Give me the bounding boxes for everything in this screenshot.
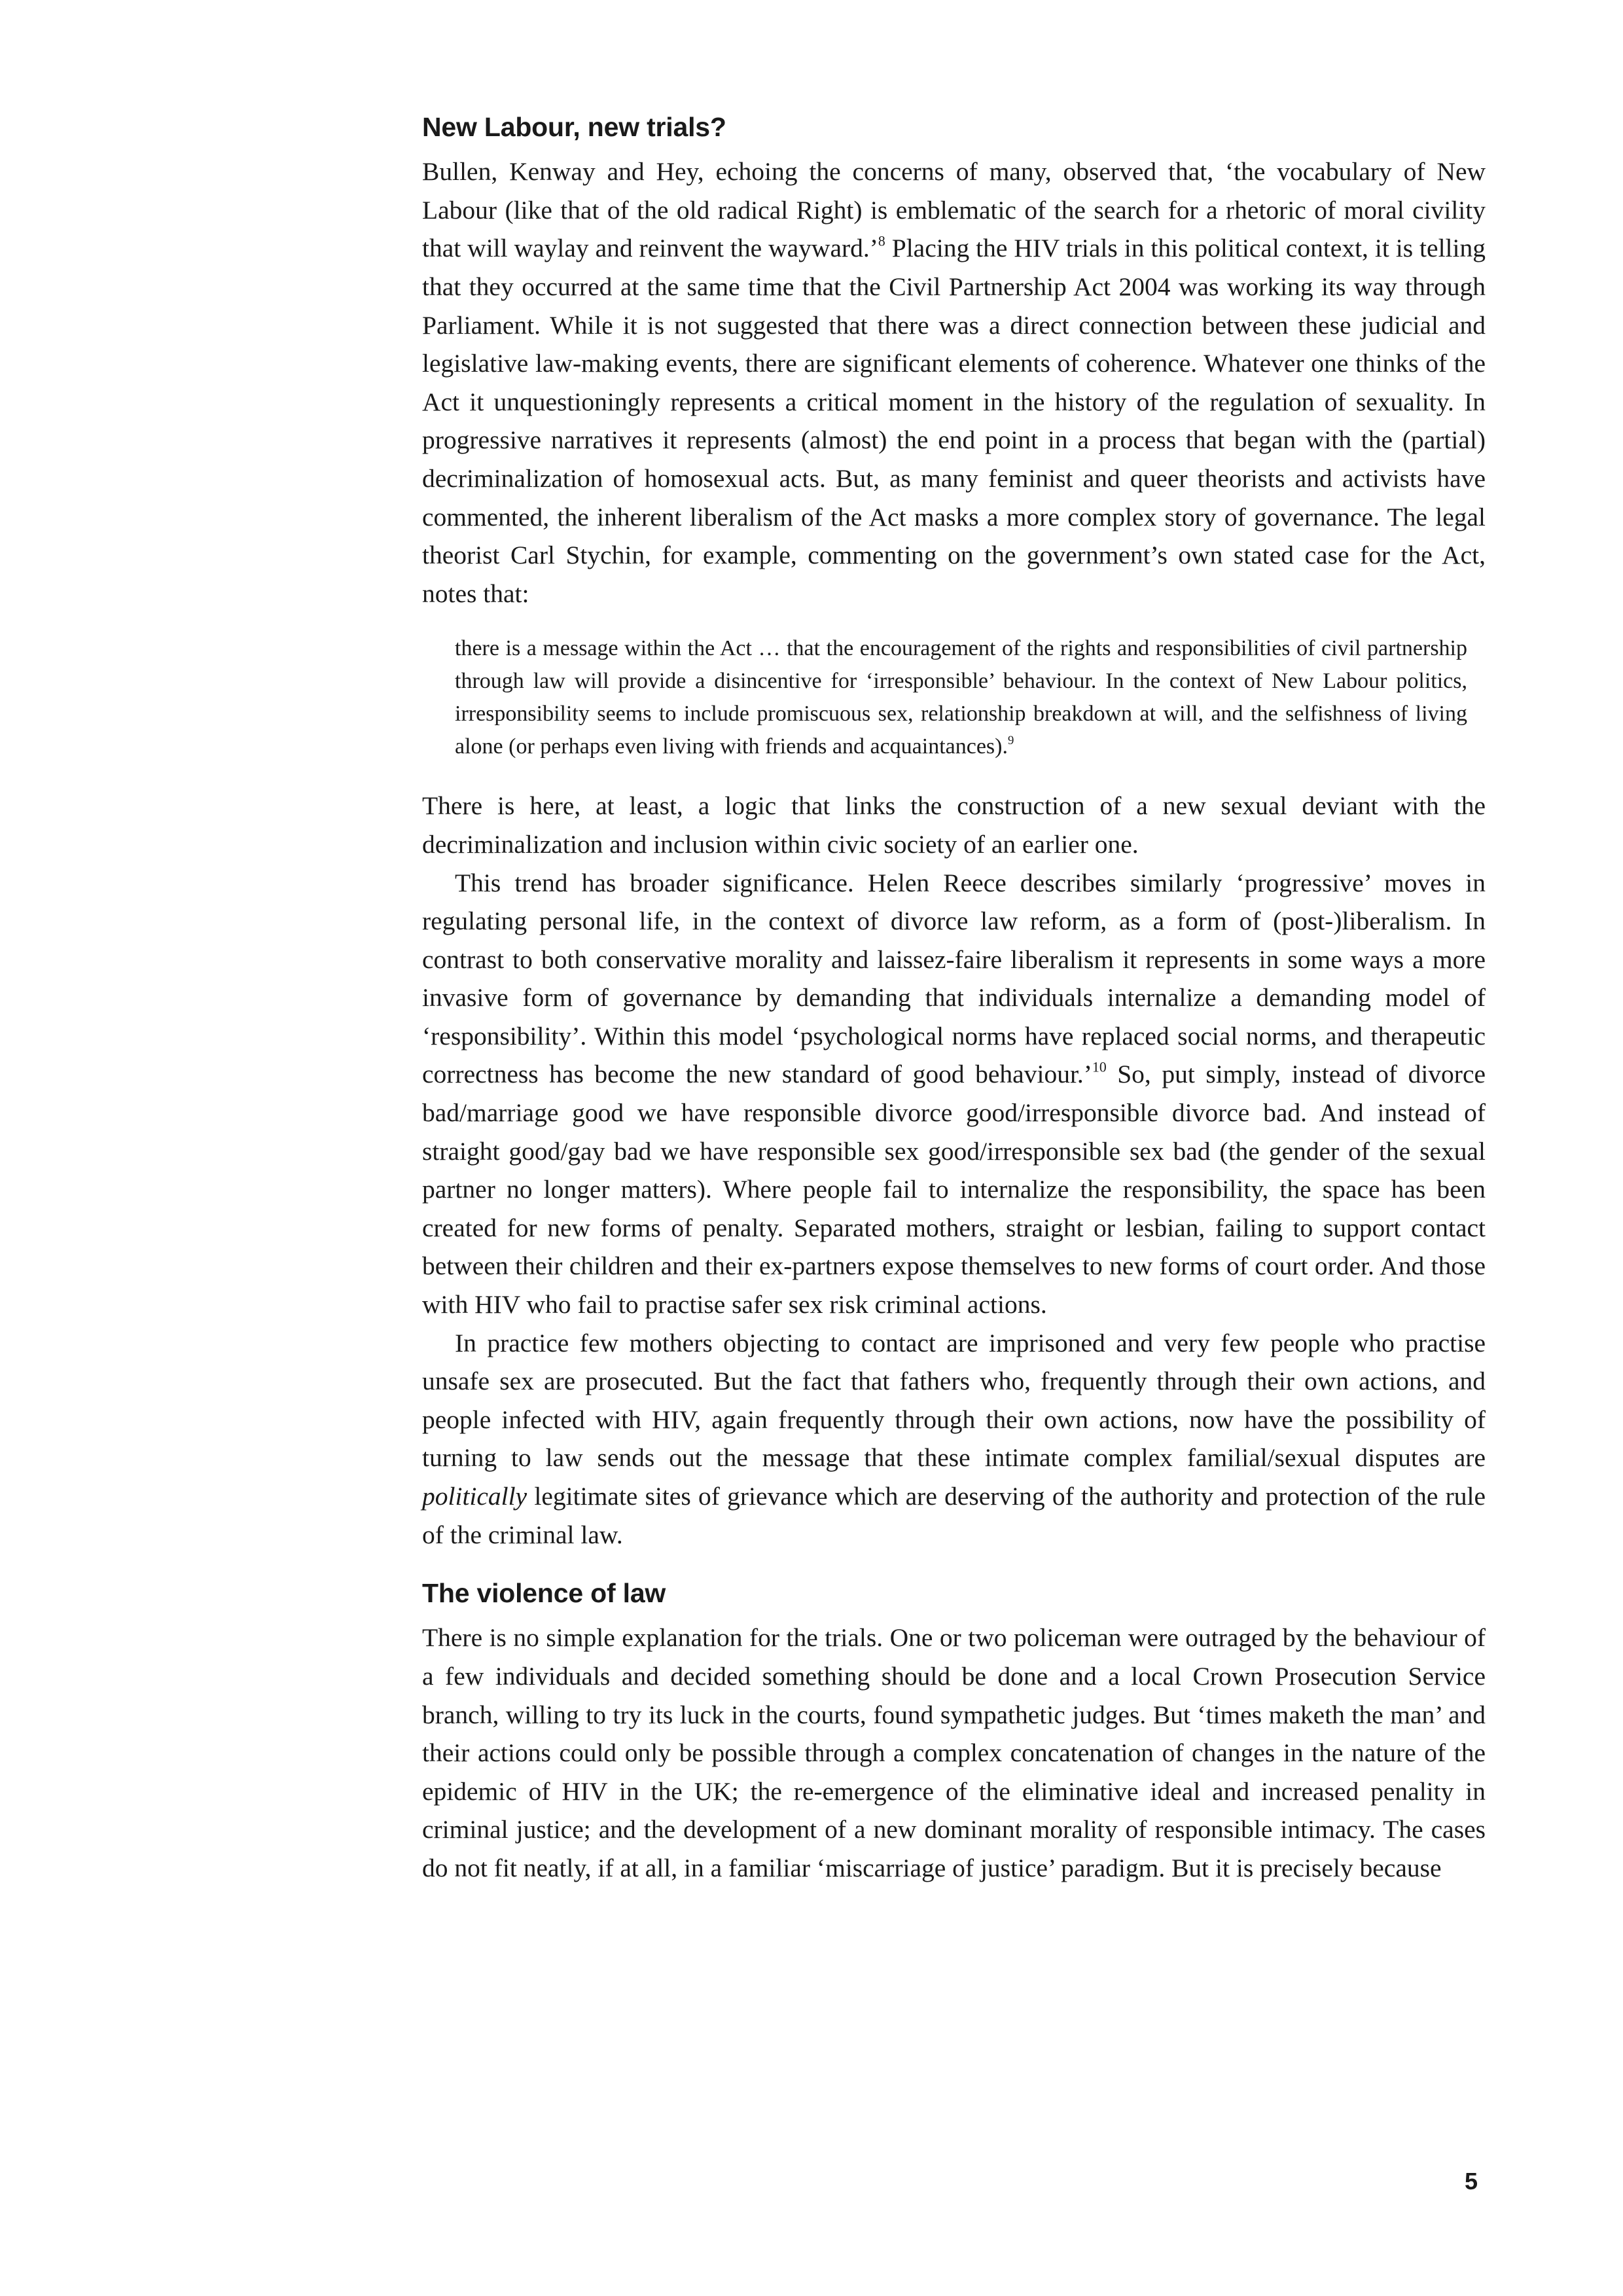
- footnote-ref[interactable]: 8: [878, 234, 885, 250]
- emphasis: politically: [422, 1482, 527, 1511]
- block-quote: [455, 632, 1467, 763]
- paragraph: There is no simple explanation for the trials. One or two policeman were outraged by the behaviour of a few individuals and decided something should be done and a local Crown Prosecution Service branch, willing to try its luck in the courts, found sympathetic judges. But ‘times maketh the man’ and their actions could only be possible through a complex concatenation of changes in the nature of the epidemic of HIV in the UK; the re-emergence of the eliminative ideal and increased penality in criminal justice; and the development of a new dominant morality of responsible intimacy. The cases do not fit neatly, if at all, in a familiar ‘miscarriage of justice’ paradigm. But it is precisely because: [422, 1623, 1486, 1882]
- paragraph-text: In practice few mothers objecting to contact are imprisoned and very few people who practise unsafe sex are prosecuted. But the fact that fathers who, frequently through their own actions, and people infected with HIV, again frequently through their own actions, now have the possibility of turning to law sends out the message that these intimate complex familial/sexual disputes are: [422, 1328, 1486, 1473]
- paragraph-text: Placing the HIV trials in this political context, it is telling that they occurred at the same time that the Civil Partnership Act 2004 was working its way through Parliament. While it is not suggested that there was a direct connection between these judicial and legislative law-making events, there are significant elements of coherence. Whatever one thinks of the Act it unquestioningly represents a critical moment in the history of the regulation of sexuality. In progressive narratives it represents (almost) the end point in a process that began with the (partial) decriminalization of homosexual acts. But, as many feminist and queer theorists and activists have commented, the inherent liberalism of the Act masks a more complex story of governance. The legal theorist Carl Stychin, for example, commenting on the government’s own stated case for the Act, notes that:: [422, 234, 1486, 608]
- paragraph-text: legitimate sites of grievance which are deserving of the authority and protection of the rule of the criminal law.: [422, 1482, 1486, 1549]
- paragraph-text: This trend has broader significance. Helen Reece describes similarly ‘progressive’ moves in regulating personal life, in the context of divorce law reform, as a form of (post-)liberalism. In contrast to both conservative morality and laissez-faire liberalism it represents in some ways a more invasive form of governance by demanding that individuals internalize a demanding model of ‘responsibility’. Within this model ‘psychological norms have replaced social norms, and therapeutic correctness has become the new standard of good behaviour.’: [422, 868, 1486, 1089]
- paragraph: [422, 864, 1486, 1324]
- paragraph: There is here, at least, a logic that links the construction of a new sexual deviant with the decriminalization and inclusion within civic society of an earlier one.: [422, 791, 1486, 859]
- page-number: 5: [1464, 2168, 1478, 2195]
- paragraph: [422, 1324, 1486, 1554]
- footnote-ref[interactable]: 10: [1092, 1060, 1107, 1076]
- document-page: [422, 111, 1486, 1888]
- section-heading-new-labour: New Labour, new trials?: [422, 112, 726, 142]
- paragraph-text: So, put simply, instead of divorce bad/marriage good we have responsible divorce good/irresponsible divorce bad. And instead of straight good/gay bad we have responsible sex good/irresponsible sex bad (the gender of the sexual partner no longer matters). Where people fail to internalize the responsibility, the space has been created for new forms of penalty. Separated mothers, straight or lesbian, failing to support contact between their children and their ex-partners expose themselves to new forms of court order. And those with HIV who fail to practise safer sex risk criminal actions.: [422, 1060, 1486, 1319]
- footnote-ref[interactable]: 9: [1007, 734, 1014, 748]
- quote-text: there is a message within the Act … that the encouragement of the rights and responsibilities of civil partnership through law will provide a disincentive for ‘irresponsible’ behaviour. In the context of New Labour politics, irresponsibility seems to include promiscuous sex, relationship breakdown at will, and the selfishness of living alone (or perhaps even living with friends and acquaintances).: [455, 636, 1467, 759]
- section-heading-violence-of-law: The violence of law: [422, 1578, 666, 1609]
- paragraph-text: Bullen, Kenway and Hey, echoing the concerns of many, observed that, ‘the vocabulary of New Labour (like that of the old radical Right) is emblematic of the search for a rhetoric of moral civility that will waylay and reinvent the wayward.’: [422, 157, 1486, 263]
- paragraph: [422, 152, 1486, 613]
